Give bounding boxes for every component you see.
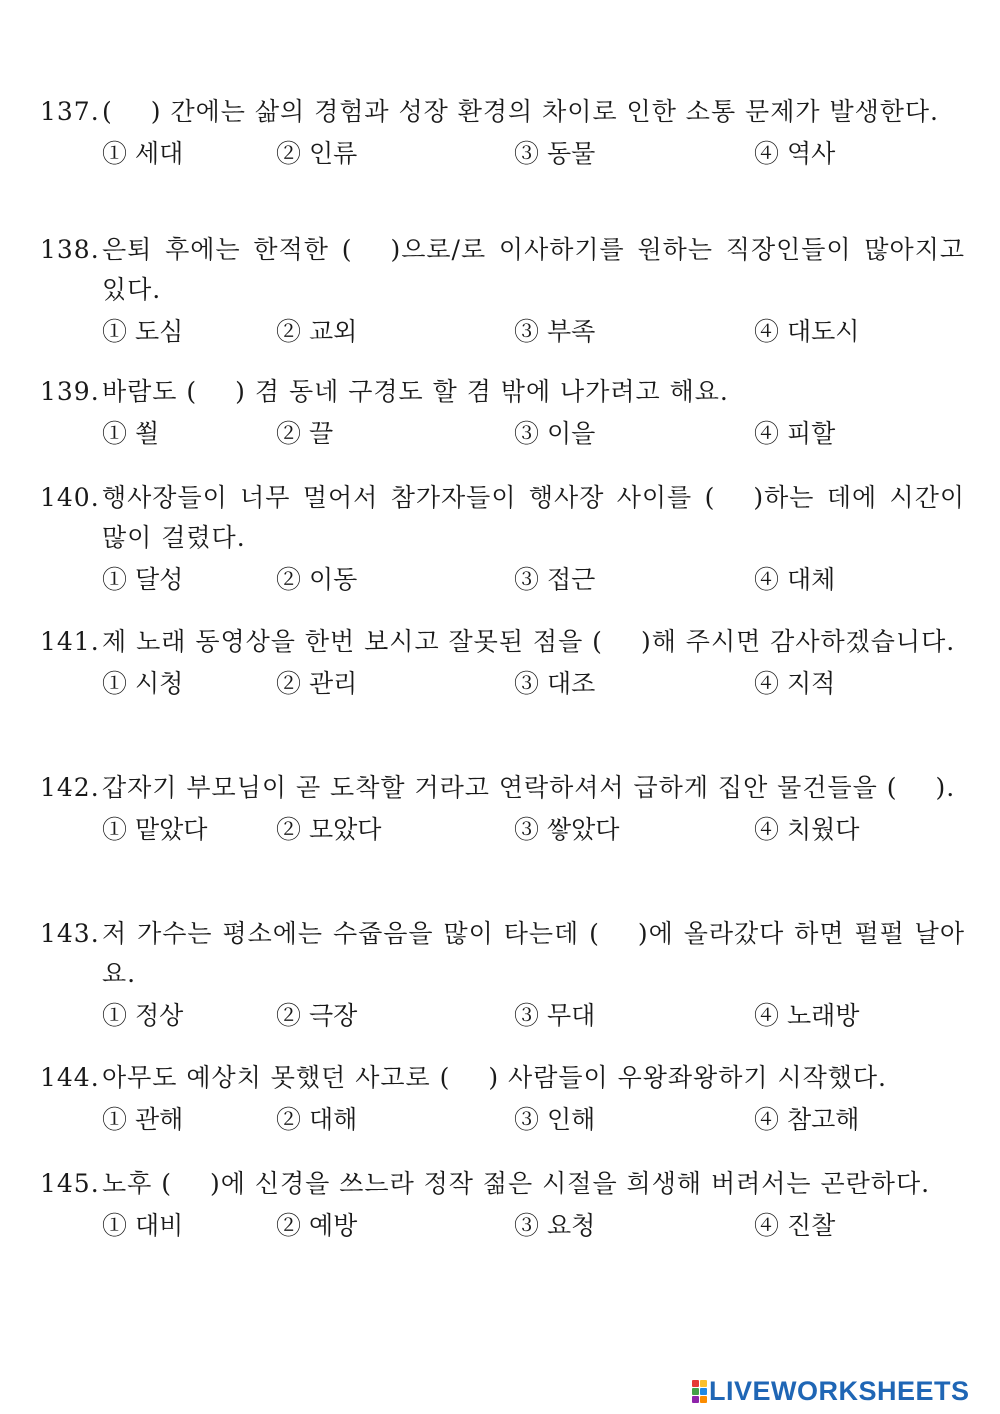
option-row [40, 810, 965, 850]
question-stem-before: 노후 ( [102, 1169, 173, 1198]
answer-option-4[interactable]: ④ 지적 [754, 669, 836, 698]
question-stem-after: ). [935, 773, 956, 802]
answer-option-3[interactable]: ③ 부족 [514, 317, 596, 346]
answer-option-2[interactable]: ② 교외 [276, 317, 358, 346]
option-row [40, 1100, 965, 1140]
answer-option-1[interactable]: ① 정상 [102, 1001, 184, 1030]
answer-option-1[interactable]: ① 맡았다 [102, 815, 208, 844]
answer-option-3[interactable]: ③ 동물 [514, 139, 596, 168]
question-number: 144. [40, 1063, 100, 1092]
answer-option-3[interactable]: ③ 무대 [514, 1001, 596, 1030]
question-stem-after: )하는 데에 시간이 많이 걸렸다. [102, 483, 965, 552]
answer-option-1[interactable]: ① 관해 [102, 1105, 184, 1134]
question-stem-before: 바람도 ( [102, 377, 198, 406]
question-text [40, 92, 965, 132]
answer-option-2[interactable]: ② 예방 [276, 1211, 358, 1240]
answer-option-4[interactable]: ④ 치웠다 [754, 815, 860, 844]
answer-option-4[interactable]: ④ 피할 [754, 419, 836, 448]
question-stem-after: )에 올라갔다 하면 펄펄 날아요. [102, 919, 965, 988]
logo-icon-square [700, 1396, 707, 1403]
question-item [40, 768, 965, 850]
answer-option-2[interactable]: ② 모았다 [276, 815, 382, 844]
answer-option-2[interactable]: ② 끌 [276, 419, 334, 448]
logo-icon [692, 1380, 707, 1403]
answer-option-4[interactable]: ④ 노래방 [754, 1001, 860, 1030]
answer-option-2[interactable]: ② 대해 [276, 1105, 358, 1134]
option-row [40, 134, 965, 174]
question-stem-before: 은퇴 후에는 한적한 ( [102, 235, 353, 264]
question-stem-after: )에 신경을 쓰느라 정작 젊은 시절을 희생해 버려서는 곤란하다. [210, 1169, 931, 1198]
question-stem-after: ) 사람들이 우왕좌왕하기 시작했다. [488, 1063, 887, 1092]
question-item [40, 1058, 965, 1140]
question-stem-after: ) 겸 동네 구경도 할 겸 밖에 나가려고 해요. [235, 377, 729, 406]
option-row [40, 996, 965, 1036]
answer-option-3[interactable]: ③ 쌓았다 [514, 815, 620, 844]
answer-option-1[interactable]: ① 쐴 [102, 419, 160, 448]
answer-option-4[interactable]: ④ 진찰 [754, 1211, 836, 1240]
question-stem-after: )해 주시면 감사하겠습니다. [640, 627, 956, 656]
question-stem-after: ) 간에는 삶의 경험과 성장 환경의 차이로 인한 소통 문제가 발생한다. [150, 97, 939, 126]
question-text [40, 230, 965, 310]
answer-option-4[interactable]: ④ 대체 [754, 565, 836, 594]
question-number: 145. [40, 1169, 100, 1198]
question-text [40, 1058, 965, 1098]
answer-option-4[interactable]: ④ 대도시 [754, 317, 860, 346]
answer-option-2[interactable]: ② 관리 [276, 669, 358, 698]
question-stem-before: 아무도 예상치 못했던 사고로 ( [102, 1063, 451, 1092]
question-text [40, 1164, 965, 1204]
option-row [40, 560, 965, 600]
logo-icon-square [692, 1396, 699, 1403]
question-number: 143. [40, 919, 100, 948]
answer-option-3[interactable]: ③ 이을 [514, 419, 596, 448]
logo-text: LIVEWORKSHEETS [709, 1375, 970, 1406]
question-stem-before: 제 노래 동영상을 한번 보시고 잘못된 점을 ( [102, 627, 603, 656]
answer-option-2[interactable]: ② 이동 [276, 565, 358, 594]
question-stem-before: 저 가수는 평소에는 수줍음을 많이 타는데 ( [102, 919, 600, 948]
question-item [40, 914, 965, 1036]
logo-icon-square [692, 1380, 699, 1387]
answer-option-3[interactable]: ③ 요청 [514, 1211, 596, 1240]
option-row [40, 1206, 965, 1246]
question-number: 141. [40, 627, 100, 656]
liveworksheets-logo[interactable] [692, 1376, 970, 1406]
question-item [40, 1164, 965, 1246]
answer-option-3[interactable]: ③ 접근 [514, 565, 596, 594]
question-text [40, 622, 965, 662]
question-stem-before: 갑자기 부모님이 곧 도착할 거라고 연락하셔서 급하게 집안 물건들을 ( [102, 773, 898, 802]
option-row [40, 414, 965, 454]
question-text [40, 372, 965, 412]
question-text [40, 478, 965, 558]
answer-option-4[interactable]: ④ 역사 [754, 139, 836, 168]
answer-option-4[interactable]: ④ 참고해 [754, 1105, 860, 1134]
answer-option-1[interactable]: ① 달성 [102, 565, 184, 594]
logo-icon-square [700, 1388, 707, 1395]
option-row [40, 312, 965, 352]
answer-option-2[interactable]: ② 극장 [276, 1001, 358, 1030]
answer-option-3[interactable]: ③ 인해 [514, 1105, 596, 1134]
question-item [40, 372, 965, 454]
answer-option-1[interactable]: ① 대비 [102, 1211, 184, 1240]
question-stem-before: ( [102, 97, 113, 126]
answer-option-2[interactable]: ② 인류 [276, 139, 358, 168]
question-stem-after: )으로/로 이사하기를 원하는 직장인들이 많아지고 있다. [102, 235, 965, 304]
question-item [40, 230, 965, 352]
question-item [40, 92, 965, 174]
question-text [40, 768, 965, 808]
question-text [40, 914, 965, 994]
question-item [40, 478, 965, 600]
option-row [40, 664, 965, 704]
question-item [40, 622, 965, 704]
question-number: 139. [40, 377, 100, 406]
answer-option-1[interactable]: ① 시청 [102, 669, 184, 698]
answer-option-3[interactable]: ③ 대조 [514, 669, 596, 698]
answer-option-1[interactable]: ① 도심 [102, 317, 184, 346]
logo-icon-square [692, 1388, 699, 1395]
question-stem-before: 행사장들이 너무 멀어서 참가자들이 행사장 사이를 ( [102, 483, 716, 512]
question-number: 142. [40, 773, 100, 802]
question-number: 137. [40, 97, 100, 126]
question-number: 140. [40, 483, 100, 512]
logo-icon-square [700, 1380, 707, 1387]
answer-option-1[interactable]: ① 세대 [102, 139, 184, 168]
question-number: 138. [40, 235, 100, 264]
